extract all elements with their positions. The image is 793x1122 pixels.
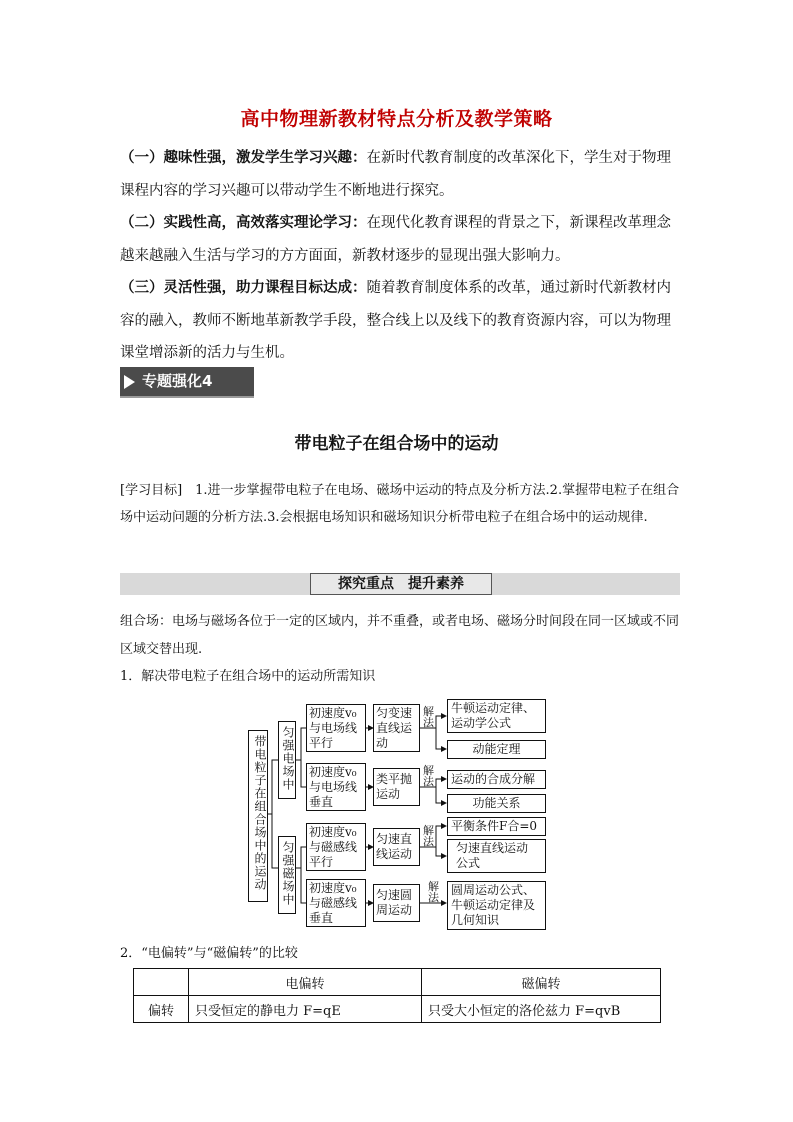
method-label-3: 解法 [423,824,434,848]
table-header-cell: 电偏转 [189,969,422,996]
method-box-4: 圆周运动公式、牛顿运动定律及几何知识 [447,881,546,930]
table-header-cell [134,969,189,996]
motion-box-1: 匀变速直线运动 [373,704,420,752]
comparison-table [133,968,661,1023]
method-label-4: 解法 [428,880,439,904]
list-item-1: 1．解决带电粒子在组合场中的运动所需知识 [120,669,376,684]
method-label-2: 解法 [423,764,434,788]
paragraph-3-lead: （三）灵活性强，助力课程目标达成： [120,280,367,296]
table-cell: 偏转 [134,996,189,1023]
condition-box-3: 初速度v₀与磁感线平行 [306,823,366,871]
table-header-cell: 磁偏转 [422,969,661,996]
condition-box-1: 初速度v₀与电场线平行 [306,704,366,752]
table-cell: 只受大小恒定的洛伦兹力 F=qvB [422,996,661,1023]
section-title: 带电粒子在组合场中的运动 [294,434,499,454]
condition-box-2: 初速度v₀与电场线垂直 [306,763,366,811]
motion-box-4: 匀速圆周运动 [373,884,420,922]
method-box-2a: 运动的合成分解 [447,770,546,789]
table-row [134,996,661,1023]
paragraph-2-text: 在现代化教育课程的背景之下，新课程改革理念越来越融入生活与学习的方方面面，新教材逐步的显现出强大影响力。 [120,215,671,264]
magnetic-field-box: 匀强磁场中 [278,836,296,914]
combo-field-definition: 组合场：电场与磁场各位于一定的区域内，并不重叠，或者电场、磁场分时间段在同一区域或不同区域交替出现. [120,614,680,657]
method-box-2b: 功能关系 [447,794,546,813]
topic-banner-label: 专题强化4 [142,372,213,390]
motion-box-3: 匀速直线运动 [373,828,420,866]
page-title: 高中物理新教材特点分析及教学策略 [240,108,553,130]
method-label-1: 解法 [423,705,434,729]
paragraph-1-text: 在新时代教育制度的改革深化下，学生对于物理课程内容的学习兴趣可以带动学生不断地进行探究。 [120,150,671,199]
section-tag: 探究重点 提升素养 [310,573,492,595]
diagram-root-box: 带电粒子在组合场中的运动 [248,730,268,902]
method-box-3a: 平衡条件F合=0 [447,817,546,836]
learning-goals: [学习目标] 1.进一步掌握带电粒子在电场、磁场中运动的特点及分析方法.2.掌握带电粒子在组合场中运动问题的分析方法.3.会根据电场知识和磁场知识分析带电粒子在组合场中的运动规律. [120,483,680,525]
table-cell: 只受恒定的静电力 F=qE [189,996,422,1023]
motion-box-2: 类平抛运动 [373,768,420,806]
condition-box-4: 初速度v₀与磁感线垂直 [306,879,366,927]
method-box-1a: 牛顿运动定律、运动学公式 [447,699,546,733]
paragraph-2-lead: （二）实践性高，高效落实理论学习： [120,215,367,231]
method-box-3b: 匀速直线运动公式 [447,839,546,873]
electric-field-box: 匀强电场中 [278,721,296,799]
paragraph-3-text: 随着教育制度体系的改革，通过新时代新教材内容的融入，教师不断地革新教学手段，整合线上以及线下的教育资源内容，可以为物理课堂增添新的活力与生机。 [120,280,671,361]
method-box-1b: 动能定理 [447,740,546,759]
paragraph-1-lead: （一）趣味性强，激发学生学习兴趣： [120,150,367,166]
table-header-row [134,969,661,996]
list-item-2: 2．“电偏转”与“磁偏转”的比较 [120,946,298,961]
